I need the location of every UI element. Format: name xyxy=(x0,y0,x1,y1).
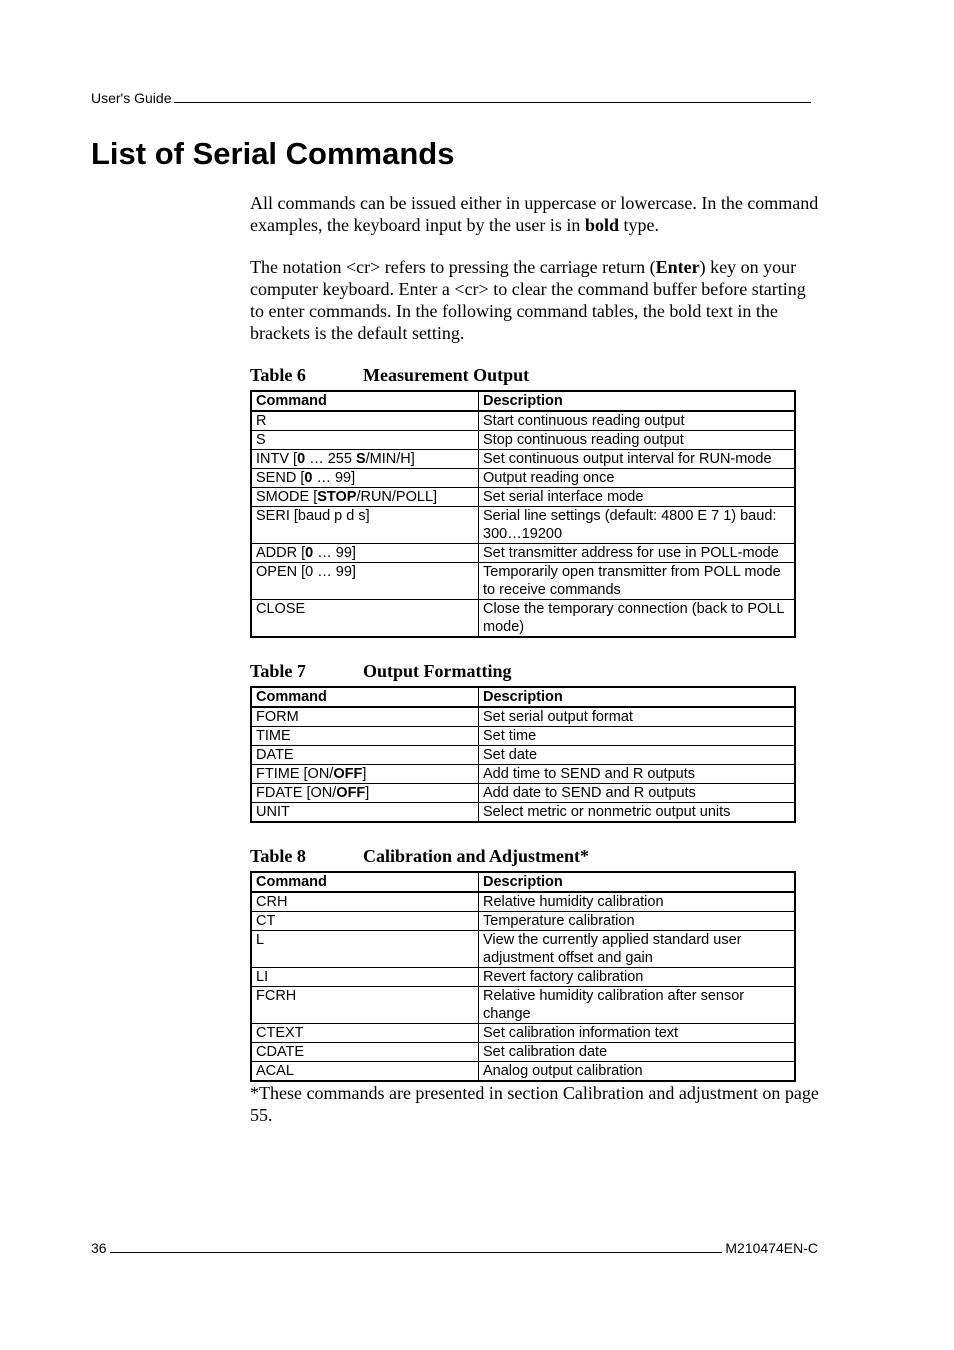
table-row xyxy=(251,803,795,823)
table-row xyxy=(251,1024,795,1043)
command-cell xyxy=(251,727,479,746)
text-run: INTV [ xyxy=(256,451,298,467)
table-row xyxy=(251,784,795,803)
description-cell: Select metric or nonmetric output units xyxy=(479,803,796,823)
command-table xyxy=(250,390,796,638)
description-cell: Temperature calibration xyxy=(479,912,796,931)
table-row xyxy=(251,411,795,431)
page-number: 36 xyxy=(91,1240,107,1256)
bold-text: 0 xyxy=(305,545,314,561)
command-cell xyxy=(251,563,479,600)
text-run: SMODE [ xyxy=(256,489,318,505)
column-header: Description xyxy=(479,391,796,411)
table-row xyxy=(251,507,795,544)
command-cell xyxy=(251,707,479,727)
footer-rule xyxy=(110,1252,723,1253)
command-cell xyxy=(251,544,479,563)
description-cell: Set calibration date xyxy=(479,1043,796,1062)
command-table xyxy=(250,686,796,823)
footnote: *These commands are presented in section Calibration and adjustment on page 55. xyxy=(250,1083,819,1125)
page-header xyxy=(91,90,814,106)
bold-text: 0 xyxy=(297,451,306,467)
bold-text: bold xyxy=(584,215,619,235)
command-cell xyxy=(251,987,479,1024)
command-cell xyxy=(251,968,479,987)
table-row xyxy=(251,563,795,600)
text-run: … 99] xyxy=(312,470,356,486)
description-cell: Set transmitter address for use in POLL-mode xyxy=(479,544,796,563)
text-run: … 255 xyxy=(305,451,356,467)
text-run: The notation <cr> refers to pressing the carriage return ( xyxy=(250,257,656,277)
doc-id: M210474EN-C xyxy=(725,1240,818,1256)
text-run: DATE xyxy=(256,747,294,763)
paragraph xyxy=(250,256,820,344)
text-run: CT xyxy=(256,913,276,929)
text-run: UNIT xyxy=(256,804,290,820)
table-row xyxy=(251,469,795,488)
table-number: Table 7 xyxy=(250,661,306,681)
text-run: ] xyxy=(365,785,370,801)
description-cell: Serial line settings (default: 4800 E 7 1) baud: 300…19200 xyxy=(479,507,796,544)
command-cell xyxy=(251,600,479,638)
command-cell xyxy=(251,1024,479,1043)
table-row xyxy=(251,431,795,450)
header-label: User's Guide xyxy=(91,90,172,106)
description-cell: Start continuous reading output xyxy=(479,411,796,431)
bold-text: OFF xyxy=(333,766,363,782)
table-row xyxy=(251,544,795,563)
text-run: FORM xyxy=(256,709,299,725)
bold-text: Enter xyxy=(655,257,700,277)
table-row xyxy=(251,707,795,727)
column-header: Command xyxy=(251,872,479,892)
table-caption xyxy=(250,660,820,682)
bold-text: STOP xyxy=(317,489,357,505)
text-run: R xyxy=(256,413,267,429)
table-header-row xyxy=(251,391,795,411)
command-cell xyxy=(251,450,479,469)
table-row xyxy=(251,600,795,638)
description-cell: Stop continuous reading output xyxy=(479,431,796,450)
command-cell xyxy=(251,912,479,931)
description-cell: Set continuous output interval for RUN-mode xyxy=(479,450,796,469)
table-row xyxy=(251,912,795,931)
text-run: CTEXT xyxy=(256,1025,304,1041)
command-cell xyxy=(251,931,479,968)
table-row xyxy=(251,1043,795,1062)
text-run: FTIME [ON/ xyxy=(256,766,334,782)
text-run: FDATE [ON/ xyxy=(256,785,337,801)
table-row xyxy=(251,892,795,912)
text-run: OPEN [0 … 99] xyxy=(256,564,356,580)
column-header: Description xyxy=(479,872,796,892)
command-tables xyxy=(250,364,820,1082)
text-run: S xyxy=(256,432,266,448)
command-cell xyxy=(251,469,479,488)
command-cell xyxy=(251,488,479,507)
description-cell: Relative humidity calibration xyxy=(479,892,796,912)
table-row xyxy=(251,765,795,784)
description-cell: Add date to SEND and R outputs xyxy=(479,784,796,803)
text-run: ACAL xyxy=(256,1063,294,1079)
table-title: Output Formatting xyxy=(363,661,512,681)
text-run: type. xyxy=(618,215,659,235)
table-row xyxy=(251,488,795,507)
table-caption xyxy=(250,845,820,867)
text-run: All commands can be issued either in uppercase or lowercase. In the command examples, the keyboard input by the user is in xyxy=(250,193,819,235)
description-cell: Relative humidity calibration after sensor change xyxy=(479,987,796,1024)
page-title: List of Serial Commands xyxy=(91,136,455,171)
table-row xyxy=(251,968,795,987)
text-run: SERI [baud p d s] xyxy=(256,508,370,524)
table-title: Measurement Output xyxy=(363,365,530,385)
header-rule xyxy=(174,102,811,103)
table-caption xyxy=(250,364,820,386)
description-cell: Output reading once xyxy=(479,469,796,488)
bold-text: 0 xyxy=(304,470,313,486)
text-run: CLOSE xyxy=(256,601,306,617)
text-run: ) key on your computer keyboard. Enter a <cr> to clear the command buffer before starting to enter commands. In the following command tables, the bold text in the brackets is the default setting. xyxy=(250,257,806,343)
text-run: ] xyxy=(362,766,367,782)
text-run: CDATE xyxy=(256,1044,305,1060)
table-title: Calibration and Adjustment* xyxy=(363,846,590,866)
text-run: FCRH xyxy=(256,988,297,1004)
text-run: … 99] xyxy=(313,545,356,561)
description-cell: Set serial interface mode xyxy=(479,488,796,507)
command-cell xyxy=(251,784,479,803)
bold-text: S xyxy=(355,451,366,467)
description-cell: Revert factory calibration xyxy=(479,968,796,987)
description-cell: Temporarily open transmitter from POLL mode to receive commands xyxy=(479,563,796,600)
description-cell: Analog output calibration xyxy=(479,1062,796,1082)
bold-text: OFF xyxy=(336,785,366,801)
command-table xyxy=(250,871,796,1082)
text-run: /MIN/H] xyxy=(365,451,415,467)
description-cell: Set serial output format xyxy=(479,707,796,727)
paragraph xyxy=(250,192,820,236)
table-row xyxy=(251,727,795,746)
column-header: Command xyxy=(251,391,479,411)
description-cell: Add time to SEND and R outputs xyxy=(479,765,796,784)
description-cell: Set date xyxy=(479,746,796,765)
command-cell xyxy=(251,431,479,450)
text-run: /RUN/POLL] xyxy=(356,489,438,505)
command-cell xyxy=(251,803,479,823)
command-cell xyxy=(251,1062,479,1082)
command-cell xyxy=(251,507,479,544)
description-cell: Close the temporary connection (back to POLL mode) xyxy=(479,600,796,638)
command-cell xyxy=(251,411,479,431)
table-row xyxy=(251,1062,795,1082)
description-cell: Set calibration information text xyxy=(479,1024,796,1043)
command-cell xyxy=(251,1043,479,1062)
table-row xyxy=(251,746,795,765)
command-cell xyxy=(251,746,479,765)
command-cell xyxy=(251,892,479,912)
table-header-row xyxy=(251,872,795,892)
text-run: TIME xyxy=(256,728,291,744)
intro-paragraphs xyxy=(250,192,820,344)
table-row xyxy=(251,450,795,469)
table-number: Table 6 xyxy=(250,365,306,385)
description-cell: View the currently applied standard user adjustment offset and gain xyxy=(479,931,796,968)
text-run: CRH xyxy=(256,894,288,910)
column-header: Command xyxy=(251,687,479,707)
content xyxy=(250,192,820,1126)
description-cell: Set time xyxy=(479,727,796,746)
command-cell xyxy=(251,765,479,784)
table-number: Table 8 xyxy=(250,846,306,866)
table-row xyxy=(251,987,795,1024)
text-run: SEND [ xyxy=(256,470,305,486)
column-header: Description xyxy=(479,687,796,707)
text-run: L xyxy=(256,932,265,948)
text-run: LI xyxy=(256,969,269,985)
page-footer xyxy=(91,1240,818,1256)
table-header-row xyxy=(251,687,795,707)
table-row xyxy=(251,931,795,968)
text-run: ADDR [ xyxy=(256,545,306,561)
